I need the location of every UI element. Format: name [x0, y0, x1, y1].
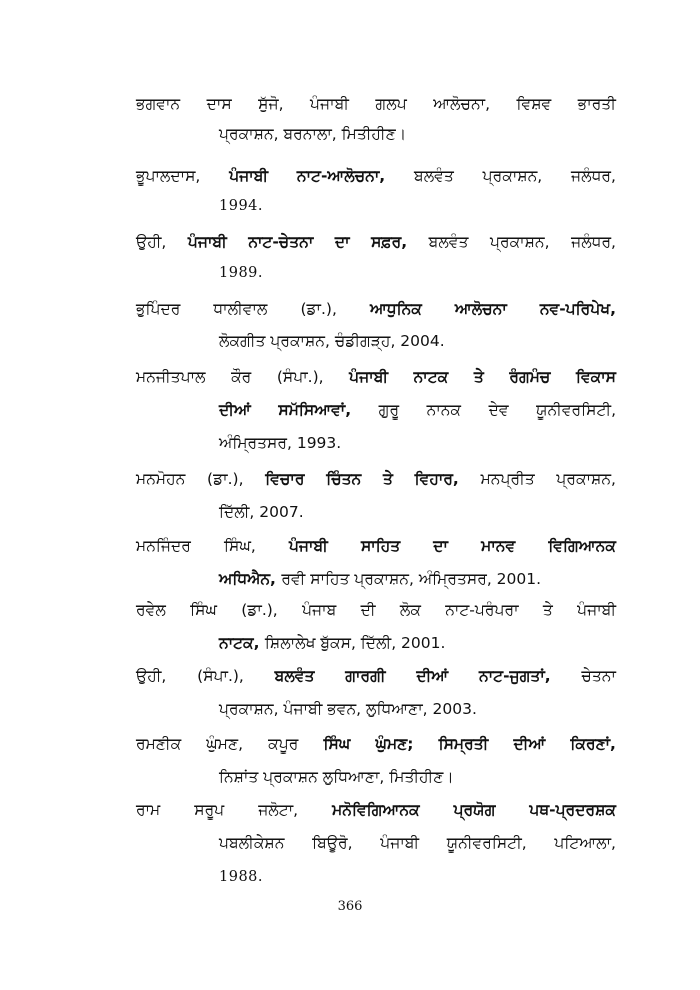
- word: ਨਵ-ਪਰਿਪੇਖ,: [539, 300, 616, 318]
- word: ਪ੍ਰਕਾਸ਼ਨ,: [482, 167, 543, 185]
- word: ਦੇਵ: [488, 401, 509, 419]
- entry-text: ਪ੍ਰਕਾਸ਼ਨ, ਪੰਜਾਬੀ ਭਵਨ, ਲੁਧਿਆਣਾ, 2003.: [219, 700, 477, 718]
- entry-line: [219, 332, 616, 351]
- word: ਕੌਰ: [231, 368, 252, 386]
- entry-text: ਰਵੀ ਸਾਹਿਤ ਪ੍ਰਕਾਸ਼ਨ, ਅੰਮ੍ਰਿਤਸਰ, 2001.: [281, 570, 542, 588]
- word: ਮਨਜਿੰਦਰ: [136, 537, 191, 555]
- word: ਸਾਹਿਤ: [360, 537, 401, 555]
- word: ਗੁਰੂ: [378, 401, 400, 419]
- word: ਕਿਰਣਾਂ,: [570, 735, 616, 753]
- word: ਸਰੂਪ: [194, 801, 225, 819]
- entry-line: [136, 735, 616, 754]
- word: ਪੰਜਾਬੀ: [288, 537, 328, 555]
- word: ਧਾਲੀਵਾਲ: [213, 300, 268, 318]
- word: ਚੇਤਨਾ: [581, 667, 616, 685]
- word: ਭਾਰਤੀ: [577, 95, 616, 113]
- word: ਬਲਵੰਤ: [274, 667, 315, 685]
- entry-text: ਦਿੱਲੀ, 2007.: [219, 503, 304, 521]
- word: ਤੇ: [473, 368, 484, 386]
- entry-line: [219, 265, 616, 281]
- word: ਘੁੰਮਣ,: [206, 735, 244, 753]
- word: ਮਨਜੀਤਪਾਲ: [136, 368, 206, 386]
- entry-line: [219, 434, 616, 453]
- word: ਜਲੋਟਾ,: [258, 801, 299, 819]
- entry-line: [136, 667, 616, 686]
- entry-line: [136, 801, 616, 820]
- word: ਦਾ: [433, 537, 448, 555]
- word: ਰਮਣੀਕ: [136, 735, 182, 753]
- entry-line: [136, 167, 616, 186]
- entry-text: 1988.: [219, 869, 264, 885]
- entry-line: [219, 570, 616, 589]
- entry-line: [219, 700, 616, 719]
- word: (ਸੰਪਾ.),: [276, 368, 324, 386]
- title-text: ਅਧਿਐਨ,: [219, 570, 282, 588]
- word: ਪੰਜਾਬੀ: [577, 601, 616, 619]
- word: ਰੰਗਮੰਚ: [509, 368, 551, 386]
- entry-text: ਪ੍ਰਕਾਸ਼ਨ, ਬਰਨਾਲਾ, ਮਿਤੀਹੀਣ।: [219, 125, 407, 143]
- entry-line: [219, 125, 616, 144]
- word: ਕਪੂਰ: [268, 735, 299, 753]
- word: ਵਿਹਾਰ,: [414, 470, 459, 488]
- word: ਆਲੋਚਨਾ,: [433, 95, 491, 113]
- word: ਬਲਵੰਤ: [414, 167, 454, 185]
- word: ਪੰਜਾਬੀ: [187, 233, 227, 251]
- word: ਮਨਪ੍ਰੀਤ: [480, 470, 535, 488]
- word: ਸਿੰਘ: [190, 601, 217, 619]
- entry-line: [136, 601, 616, 620]
- word: ਵਿਚਾਰ: [265, 470, 305, 488]
- word: ਤੇ: [542, 601, 553, 619]
- entry-text: ਸ਼ਿਲਾਲੇਖ ਬੁੱਕਸ, ਦਿੱਲੀ, 2001.: [264, 634, 446, 652]
- word: ਭੁਪਿੰਦਰ: [136, 300, 181, 318]
- word: ਵਿਸ਼ਵ: [516, 95, 552, 113]
- word: ਬਿਊਰੋ,: [312, 834, 353, 852]
- word: ਪ੍ਰਯੋਗ: [453, 801, 496, 819]
- word: (ਡਾ.),: [300, 300, 337, 318]
- word: ਲੋਕ: [399, 601, 421, 619]
- word: ਦਾਸ: [206, 95, 232, 113]
- word: ਘੁੰਮਣ;: [375, 735, 414, 753]
- word: ਦੀਆਂ: [416, 667, 449, 685]
- word: ਨਾਟਕ: [413, 368, 449, 386]
- word: ਭੂਪਾਲਦਾਸ,: [136, 167, 201, 185]
- word: ਜਲੰਧਰ,: [571, 233, 616, 251]
- entry-line: [219, 834, 616, 853]
- word: ਦੀ: [360, 601, 376, 619]
- entry-line: [219, 401, 616, 420]
- entry-line: [136, 537, 616, 556]
- entry-line: [136, 300, 616, 319]
- entry-line: [219, 634, 616, 653]
- entry-line: [136, 233, 616, 252]
- word: ਨਾਨਕ: [426, 401, 462, 419]
- entry-line: [219, 768, 616, 787]
- entry-text: 1989.: [219, 265, 264, 281]
- word: ਪੰਜਾਬੀ: [229, 167, 269, 185]
- word: ਨਾਟ-ਪਰੰਪਰਾ: [445, 601, 519, 619]
- word: ਪੰਜਾਬੀ: [380, 834, 420, 852]
- word: ਪਟਿਆਲਾ,: [554, 834, 616, 852]
- word: ਦੀਆਂ: [219, 401, 251, 419]
- word: ਨਾਟ-ਜੁਗਤਾਂ,: [479, 667, 551, 685]
- word: (ਡਾ.),: [241, 601, 278, 619]
- word: ਪ੍ਰਕਾਸ਼ਨ,: [489, 233, 550, 251]
- word: (ਡਾ.),: [207, 470, 244, 488]
- entry-text: ਲੋਕਗੀਤ ਪ੍ਰਕਾਸ਼ਨ, ਚੰਡੀਗੜ੍ਹ, 2004.: [219, 332, 445, 350]
- entry-line: [219, 198, 616, 214]
- word: ਉਹੀ,: [136, 233, 167, 251]
- entry-line: [136, 95, 616, 114]
- word: ਮਨਮੋਹਨ: [136, 470, 186, 488]
- word: ਨਾਟ-ਆਲੋਚਨਾ,: [296, 167, 386, 185]
- word: ਦਾ: [334, 233, 350, 251]
- word: ਪਬਲੀਕੇਸ਼ਨ: [219, 834, 285, 852]
- word: ਜਲੰਧਰ,: [571, 167, 616, 185]
- word: ਦੀਆਂ: [513, 735, 546, 753]
- word: ਵਿਕਾਸ: [575, 368, 616, 386]
- word: ਯੂਨੀਵਰਸਿਟੀ,: [446, 834, 527, 852]
- word: ਸਿਮ੍ਰਤੀ: [438, 735, 489, 753]
- word: ਸੁੱਜੋ,: [258, 95, 284, 113]
- word: ਗਲਪ: [375, 95, 407, 113]
- word: ਪੰਜਾਬ: [302, 601, 337, 619]
- word: ਮਾਨਵ: [481, 537, 516, 555]
- word: ਰਾਮ: [136, 801, 161, 819]
- word: (ਸੰਪਾ.),: [197, 667, 244, 685]
- entry-line: [219, 503, 616, 522]
- word: ਵਿਗਿਆਨਕ: [548, 537, 616, 555]
- word: ਤੇ: [383, 470, 393, 488]
- word: ਸਿੰਘ,: [224, 537, 256, 555]
- word: ਭਗਵਾਨ: [136, 95, 181, 113]
- word: ਆਲੋਚਨਾ: [454, 300, 507, 318]
- word: ਸਿੰਘ: [323, 735, 351, 753]
- page-number: 366: [337, 899, 363, 914]
- word: ਮਨੋਵਿਗਿਆਨਕ: [332, 801, 420, 819]
- entry-line: [136, 368, 616, 387]
- word: ਸਮੱਸਿਆਵਾਂ,: [278, 401, 352, 419]
- word: ਨਾਟ-ਚੇਤਨਾ: [248, 233, 314, 251]
- word: ਚਿੰਤਨ: [326, 470, 362, 488]
- word: ਬਲਵੰਤ: [428, 233, 469, 251]
- entry-line: [219, 869, 616, 885]
- word: ਉਹੀ,: [136, 667, 167, 685]
- word: ਪਥ-ਪ੍ਰਦਰਸ਼ਕ: [529, 801, 616, 819]
- entry-line: [136, 470, 616, 489]
- word: ਸਫ਼ਰ,: [371, 233, 408, 251]
- entry-text: ਅੰਮ੍ਰਿਤਸਰ, 1993.: [219, 434, 342, 452]
- word: ਰਵੇਲ: [136, 601, 166, 619]
- word: ਪ੍ਰਕਾਸ਼ਨ,: [556, 470, 616, 488]
- title-text: ਨਾਟਕ,: [219, 634, 265, 652]
- word: ਯੂਨੀਵਰਸਿਟੀ,: [536, 401, 616, 419]
- word: ਗਾਰਗੀ: [345, 667, 386, 685]
- word: ਪੰਜਾਬੀ: [349, 368, 389, 386]
- word: ਆਧੁਨਿਕ: [369, 300, 422, 318]
- word: ਪੰਜਾਬੀ: [310, 95, 349, 113]
- entry-text: ਨਿਸ਼ਾਂਤ ਪ੍ਰਕਾਸ਼ਨ ਲੁਧਿਆਣਾ, ਮਿਤੀਹੀਣ।: [219, 768, 454, 786]
- entry-text: 1994.: [219, 198, 264, 214]
